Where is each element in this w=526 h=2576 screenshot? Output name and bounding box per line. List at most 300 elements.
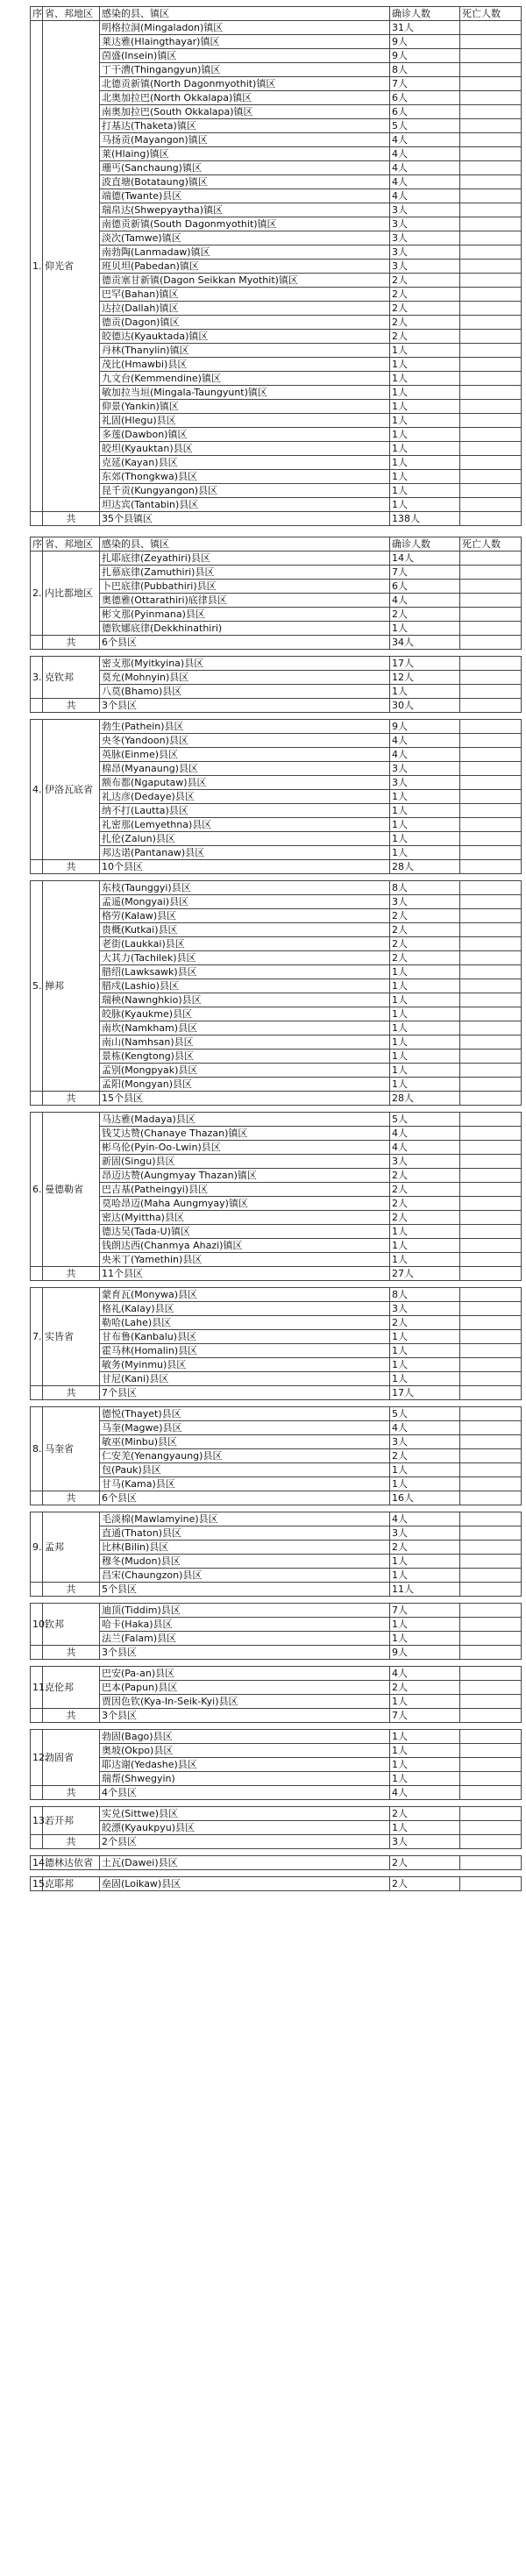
total-row <box>31 860 522 874</box>
section-gap <box>30 1870 521 1876</box>
total-confirmed: 4人 <box>390 1786 460 1800</box>
district-name: 瑞帛达(Shwepyaytha)镇区 <box>100 203 390 217</box>
death-count <box>460 1211 522 1225</box>
total-label: 共 <box>43 512 100 526</box>
confirmed-count: 1人 <box>390 1050 460 1064</box>
table-row <box>31 1358 522 1372</box>
death-count <box>460 818 522 832</box>
table-row <box>31 734 522 748</box>
district-name: 皎德达(Kyauktada)镇区 <box>100 330 390 344</box>
province-name: 克耶邦 <box>43 1877 100 1891</box>
district-name: 扎慕底律(Zamuthiri)县区 <box>100 566 390 580</box>
district-name: 穆冬(Mudon)县区 <box>100 1555 390 1569</box>
table-row <box>31 119 522 133</box>
death-count <box>460 580 522 594</box>
total-district-count: 3个县区 <box>100 1646 390 1660</box>
death-count <box>460 1141 522 1155</box>
confirmed-count: 1人 <box>390 1821 460 1835</box>
table-row <box>31 316 522 330</box>
table-row <box>31 1035 522 1050</box>
death-count <box>460 951 522 965</box>
death-count <box>460 1512 522 1526</box>
table-row <box>31 1526 522 1541</box>
province-section-table <box>30 1603 522 1660</box>
death-count <box>460 1021 522 1035</box>
confirmed-count: 4人 <box>390 748 460 762</box>
confirmed-count: 2人 <box>390 1807 460 1821</box>
district-name: 昆千贡(Kungyangon)县区 <box>100 484 390 498</box>
header-province: 省、邦地区 <box>43 537 100 551</box>
confirmed-count: 1人 <box>390 1358 460 1372</box>
section-gap <box>30 1800 521 1806</box>
district-name: 扎耶底律(Zeyathiri)县区 <box>100 551 390 566</box>
table-row <box>31 1113 522 1127</box>
province-section-table <box>30 1406 522 1505</box>
district-name: 彬乌伦(Pyin-Oo-Lwin)县区 <box>100 1141 390 1155</box>
table-row <box>31 1253 522 1267</box>
confirmed-count: 1人 <box>390 1555 460 1569</box>
total-label: 共 <box>43 1583 100 1597</box>
district-name: 邦达诺(Pantanaw)县区 <box>100 846 390 860</box>
district-name: 腊戍(Lashio)县区 <box>100 979 390 993</box>
province-name: 钦邦 <box>43 1604 100 1646</box>
death-count <box>460 1877 522 1891</box>
death-count <box>460 35 522 49</box>
death-count <box>460 386 522 400</box>
table-row <box>31 720 522 734</box>
section-number: 11. <box>31 1667 43 1709</box>
district-name: 八莫(Bhamo)县区 <box>100 685 390 699</box>
total-confirmed: 28人 <box>390 860 460 874</box>
table-row <box>31 1604 522 1618</box>
death-count <box>460 1632 522 1646</box>
death-count <box>460 231 522 246</box>
district-name: 钱朗达西(Chanmya Ahazi)镇区 <box>100 1239 390 1253</box>
district-name: 茵盛(Insein)镇区 <box>100 49 390 63</box>
district-name: 莱(Hlaing)镇区 <box>100 147 390 161</box>
total-no-cell <box>31 1386 43 1400</box>
table-row <box>31 358 522 372</box>
table-row <box>31 330 522 344</box>
section-gap <box>30 713 521 719</box>
province-section-table <box>30 1112 522 1281</box>
confirmed-count: 7人 <box>390 1604 460 1618</box>
death-count <box>460 484 522 498</box>
total-confirmed: 34人 <box>390 636 460 650</box>
total-row <box>31 1092 522 1106</box>
death-count <box>460 1604 522 1618</box>
confirmed-count: 2人 <box>390 1316 460 1330</box>
district-name: 马达雅(Madaya)县区 <box>100 1113 390 1127</box>
district-name: 东郊(Thongkwa)县区 <box>100 470 390 484</box>
table-row <box>31 895 522 909</box>
death-count <box>460 1477 522 1491</box>
table-row <box>31 203 522 217</box>
death-count <box>460 1463 522 1477</box>
province-name: 伊洛瓦底省 <box>43 720 100 860</box>
total-row <box>31 1646 522 1660</box>
total-deaths <box>460 1092 522 1106</box>
table-row <box>31 1064 522 1078</box>
header-no: 序 <box>31 7 43 21</box>
total-no-cell <box>31 512 43 526</box>
table-row <box>31 1330 522 1344</box>
death-count <box>460 1730 522 1744</box>
province-section-table <box>30 1855 522 1870</box>
confirmed-count: 4人 <box>390 189 460 203</box>
death-count <box>460 1127 522 1141</box>
confirmed-count: 2人 <box>390 1856 460 1870</box>
confirmed-count: 5人 <box>390 1407 460 1421</box>
death-count <box>460 1856 522 1870</box>
death-count <box>460 344 522 358</box>
district-name: 景栋(Kengtong)县区 <box>100 1050 390 1064</box>
death-count <box>460 832 522 846</box>
confirmed-count: 6人 <box>390 580 460 594</box>
confirmed-count: 4人 <box>390 175 460 189</box>
section-number: 10. <box>31 1604 43 1646</box>
table-row <box>31 246 522 260</box>
confirmed-count: 3人 <box>390 762 460 776</box>
confirmed-count: 5人 <box>390 1113 460 1127</box>
table-row <box>31 776 522 790</box>
death-count <box>460 1435 522 1449</box>
district-name: 英脉(Einme)县区 <box>100 748 390 762</box>
table-row <box>31 91 522 105</box>
section-number: 6. <box>31 1113 43 1267</box>
section-number: 9. <box>31 1512 43 1583</box>
table-row <box>31 1021 522 1035</box>
table-row <box>31 1681 522 1695</box>
province-name: 内比都地区 <box>43 551 100 636</box>
confirmed-count: 2人 <box>390 1449 460 1463</box>
total-row <box>31 636 522 650</box>
death-count <box>460 895 522 909</box>
confirmed-count: 8人 <box>390 881 460 895</box>
total-label: 共 <box>43 699 100 713</box>
table-row <box>31 1225 522 1239</box>
confirmed-count: 4人 <box>390 734 460 748</box>
confirmed-count: 2人 <box>390 909 460 923</box>
province-section-table <box>30 1806 522 1849</box>
district-name: 端德(Twante)县区 <box>100 189 390 203</box>
header-no: 序 <box>31 537 43 551</box>
section-gap <box>30 0 521 6</box>
confirmed-count: 2人 <box>390 302 460 316</box>
confirmed-count: 1人 <box>390 428 460 442</box>
section-gap <box>30 1400 521 1406</box>
confirmed-count: 1人 <box>390 846 460 860</box>
death-count <box>460 923 522 937</box>
confirmed-count: 1人 <box>390 372 460 386</box>
confirmed-count: 1人 <box>390 1618 460 1632</box>
total-no-cell <box>31 1267 43 1281</box>
death-count <box>460 133 522 147</box>
death-count <box>460 260 522 274</box>
death-count <box>460 1372 522 1386</box>
header-deaths: 死亡人数 <box>460 537 522 551</box>
district-name: 德贡(Dagon)镇区 <box>100 316 390 330</box>
table-row <box>31 594 522 608</box>
district-name: 央米丁(Yamethin)县区 <box>100 1253 390 1267</box>
district-name: 巴罕(Bahan)镇区 <box>100 288 390 302</box>
total-no-cell <box>31 1491 43 1505</box>
header-confirmed: 确诊人数 <box>390 537 460 551</box>
case-table-document <box>30 0 521 1891</box>
total-no-cell <box>31 860 43 874</box>
confirmed-count: 1人 <box>390 1035 460 1050</box>
district-name: 霍马林(Homalin)县区 <box>100 1344 390 1358</box>
confirmed-count: 1人 <box>390 818 460 832</box>
confirmed-count: 2人 <box>390 1681 460 1695</box>
table-row <box>31 1155 522 1169</box>
total-deaths <box>460 1491 522 1505</box>
district-name: 瑞帮(Shwegyin) <box>100 1772 390 1786</box>
total-confirmed: 30人 <box>390 699 460 713</box>
confirmed-count: 5人 <box>390 119 460 133</box>
death-count <box>460 608 522 622</box>
table-row <box>31 804 522 818</box>
death-count <box>460 1758 522 1772</box>
death-count <box>460 63 522 77</box>
confirmed-count: 8人 <box>390 63 460 77</box>
table-row <box>31 748 522 762</box>
table-row <box>31 63 522 77</box>
district-name: 巴本(Papun)县区 <box>100 1681 390 1695</box>
confirmed-count: 1人 <box>390 1021 460 1035</box>
table-row <box>31 386 522 400</box>
death-count <box>460 91 522 105</box>
district-name: 大其力(Tachilek)县区 <box>100 951 390 965</box>
confirmed-count: 12人 <box>390 671 460 685</box>
confirmed-count: 3人 <box>390 260 460 274</box>
table-row <box>31 979 522 993</box>
total-label: 共 <box>43 1386 100 1400</box>
section-gap <box>30 526 521 537</box>
confirmed-count: 1人 <box>390 1744 460 1758</box>
district-name: 皎脉(Kyaukme)县区 <box>100 1007 390 1021</box>
district-name: 德达吴(Tada-U)镇区 <box>100 1225 390 1239</box>
death-count <box>460 720 522 734</box>
death-count <box>460 372 522 386</box>
confirmed-count: 1人 <box>390 400 460 414</box>
table-row <box>31 1618 522 1632</box>
total-row <box>31 1491 522 1505</box>
district-name: 南德贡新镇(South Dagonmyothit)镇区 <box>100 217 390 231</box>
district-name: 马扬贡(Mayangon)镇区 <box>100 133 390 147</box>
district-name: 勃生(Pathein)县区 <box>100 720 390 734</box>
table-row <box>31 1050 522 1064</box>
section-number: 12. <box>31 1730 43 1786</box>
confirmed-count: 1人 <box>390 832 460 846</box>
total-confirmed: 16人 <box>390 1491 460 1505</box>
total-district-count: 7个县区 <box>100 1386 390 1400</box>
death-count <box>460 594 522 608</box>
table-row <box>31 1127 522 1141</box>
total-label: 共 <box>43 1786 100 1800</box>
district-name: 孟别(Mongpyak)县区 <box>100 1064 390 1078</box>
total-label: 共 <box>43 1709 100 1723</box>
confirmed-count: 1人 <box>390 1372 460 1386</box>
death-count <box>460 1555 522 1569</box>
table-row <box>31 1288 522 1302</box>
confirmed-count: 3人 <box>390 203 460 217</box>
district-name: 巴安(Pa-an)县区 <box>100 1667 390 1681</box>
confirmed-count: 2人 <box>390 1183 460 1197</box>
confirmed-count: 2人 <box>390 1877 460 1891</box>
district-name: 南坎(Namkham)县区 <box>100 1021 390 1035</box>
table-row <box>31 35 522 49</box>
district-name: 昂迈达赞(Aungmyay Thazan)镇区 <box>100 1169 390 1183</box>
district-name: 莫哈昂迈(Maha Aungmyay)镇区 <box>100 1197 390 1211</box>
district-name: 耶达谢(Yedashe)县区 <box>100 1758 390 1772</box>
total-row <box>31 512 522 526</box>
confirmed-count: 6人 <box>390 105 460 119</box>
total-deaths <box>460 636 522 650</box>
death-count <box>460 498 522 512</box>
confirmed-count: 9人 <box>390 720 460 734</box>
district-name: 昌宋(Chaungzon)县区 <box>100 1569 390 1583</box>
section-number: 2. <box>31 551 43 636</box>
district-name: 棉昂(Myanaung)县区 <box>100 762 390 776</box>
table-row <box>31 133 522 147</box>
death-count <box>460 804 522 818</box>
district-name: 南山(Namhsan)县区 <box>100 1035 390 1050</box>
confirmed-count: 1人 <box>390 1064 460 1078</box>
district-name: 奥坡(Okpo)县区 <box>100 1744 390 1758</box>
section-gap <box>30 650 521 656</box>
table-row <box>31 881 522 895</box>
confirmed-count: 1人 <box>390 1695 460 1709</box>
death-count <box>460 1183 522 1197</box>
table-row <box>31 1344 522 1358</box>
section-number: 8. <box>31 1407 43 1491</box>
death-count <box>460 1772 522 1786</box>
confirmed-count: 2人 <box>390 330 460 344</box>
table-row <box>31 344 522 358</box>
province-name: 克伦邦 <box>43 1667 100 1709</box>
province-section-table <box>30 880 522 1106</box>
section-gap <box>30 1597 521 1603</box>
district-name: 北德贡新镇(North Dagonmyothit)镇区 <box>100 77 390 91</box>
district-name: 南奥加拉巴(South Okkalapa)镇区 <box>100 105 390 119</box>
section-number: 3. <box>31 657 43 699</box>
table-row <box>31 484 522 498</box>
province-name: 曼德勒省 <box>43 1113 100 1267</box>
death-count <box>460 428 522 442</box>
table-row <box>31 1744 522 1758</box>
section-gap <box>30 1281 521 1287</box>
confirmed-count: 1人 <box>390 344 460 358</box>
total-district-count: 3个县区 <box>100 699 390 713</box>
district-name: 迪顶(Tiddim)县区 <box>100 1604 390 1618</box>
total-deaths <box>460 1646 522 1660</box>
confirmed-count: 7人 <box>390 77 460 91</box>
table-row <box>31 442 522 456</box>
province-section-table <box>30 656 522 713</box>
header-province: 省、邦地区 <box>43 7 100 21</box>
death-count <box>460 657 522 671</box>
table-row <box>31 1007 522 1021</box>
district-name: 老街(Laukkai)县区 <box>100 937 390 951</box>
total-no-cell <box>31 1786 43 1800</box>
table-row <box>31 1569 522 1583</box>
total-confirmed: 3人 <box>390 1835 460 1849</box>
province-name: 马奎省 <box>43 1407 100 1491</box>
section-gap <box>30 1723 521 1729</box>
table-row <box>31 1807 522 1821</box>
district-name: 巴吉基(Patheingyi)县区 <box>100 1183 390 1197</box>
death-count <box>460 316 522 330</box>
confirmed-count: 1人 <box>390 804 460 818</box>
table-row <box>31 217 522 231</box>
district-name: 坦达宾(Tantabin)县区 <box>100 498 390 512</box>
table-row <box>31 762 522 776</box>
confirmed-count: 2人 <box>390 923 460 937</box>
total-district-count: 6个县区 <box>100 636 390 650</box>
death-count <box>460 1155 522 1169</box>
death-count <box>460 1358 522 1372</box>
header-confirmed: 确诊人数 <box>390 7 460 21</box>
province-section-table <box>30 1512 522 1597</box>
confirmed-count: 1人 <box>390 979 460 993</box>
district-name: 德贡塞甘新镇(Dagon Seikkan Myothit)镇区 <box>100 274 390 288</box>
district-name: 敏务(Myinmu)县区 <box>100 1358 390 1372</box>
confirmed-count: 3人 <box>390 895 460 909</box>
province-name: 掸邦 <box>43 881 100 1092</box>
death-count <box>460 1197 522 1211</box>
district-name: 丁干漕(Thingangyun)镇区 <box>100 63 390 77</box>
confirmed-count: 17人 <box>390 657 460 671</box>
province-name: 实皆省 <box>43 1288 100 1386</box>
table-row <box>31 1821 522 1835</box>
death-count <box>460 246 522 260</box>
district-name: 南勃陶(Lanmadaw)镇区 <box>100 246 390 260</box>
total-district-count: 2个县区 <box>100 1835 390 1849</box>
confirmed-count: 1人 <box>390 993 460 1007</box>
table-row <box>31 965 522 979</box>
death-count <box>460 1449 522 1463</box>
table-row <box>31 951 522 965</box>
death-count <box>460 470 522 484</box>
district-name: 直通(Thaton)县区 <box>100 1526 390 1541</box>
confirmed-count: 1人 <box>390 1239 460 1253</box>
province-section-table <box>30 6 522 526</box>
province-name: 仰光省 <box>43 21 100 512</box>
district-name: 勒哈(Lahe)县区 <box>100 1316 390 1330</box>
total-deaths <box>460 1835 522 1849</box>
total-no-cell <box>31 1709 43 1723</box>
total-deaths <box>460 1386 522 1400</box>
confirmed-count: 4人 <box>390 594 460 608</box>
confirmed-count: 2人 <box>390 1169 460 1183</box>
confirmed-count: 1人 <box>390 1463 460 1477</box>
table-row <box>31 937 522 951</box>
death-count <box>460 1330 522 1344</box>
confirmed-count: 1人 <box>390 442 460 456</box>
table-row <box>31 105 522 119</box>
province-section-table <box>30 1876 522 1891</box>
confirmed-count: 6人 <box>390 91 460 105</box>
death-count <box>460 1169 522 1183</box>
death-count <box>460 302 522 316</box>
confirmed-count: 4人 <box>390 161 460 175</box>
district-name: 钱艾达赞(Chanaye Thazan)镇区 <box>100 1127 390 1141</box>
death-count <box>460 1239 522 1253</box>
total-no-cell <box>31 1583 43 1597</box>
district-name: 贵概(Kutkai)县区 <box>100 923 390 937</box>
province-section-table <box>30 1729 522 1800</box>
